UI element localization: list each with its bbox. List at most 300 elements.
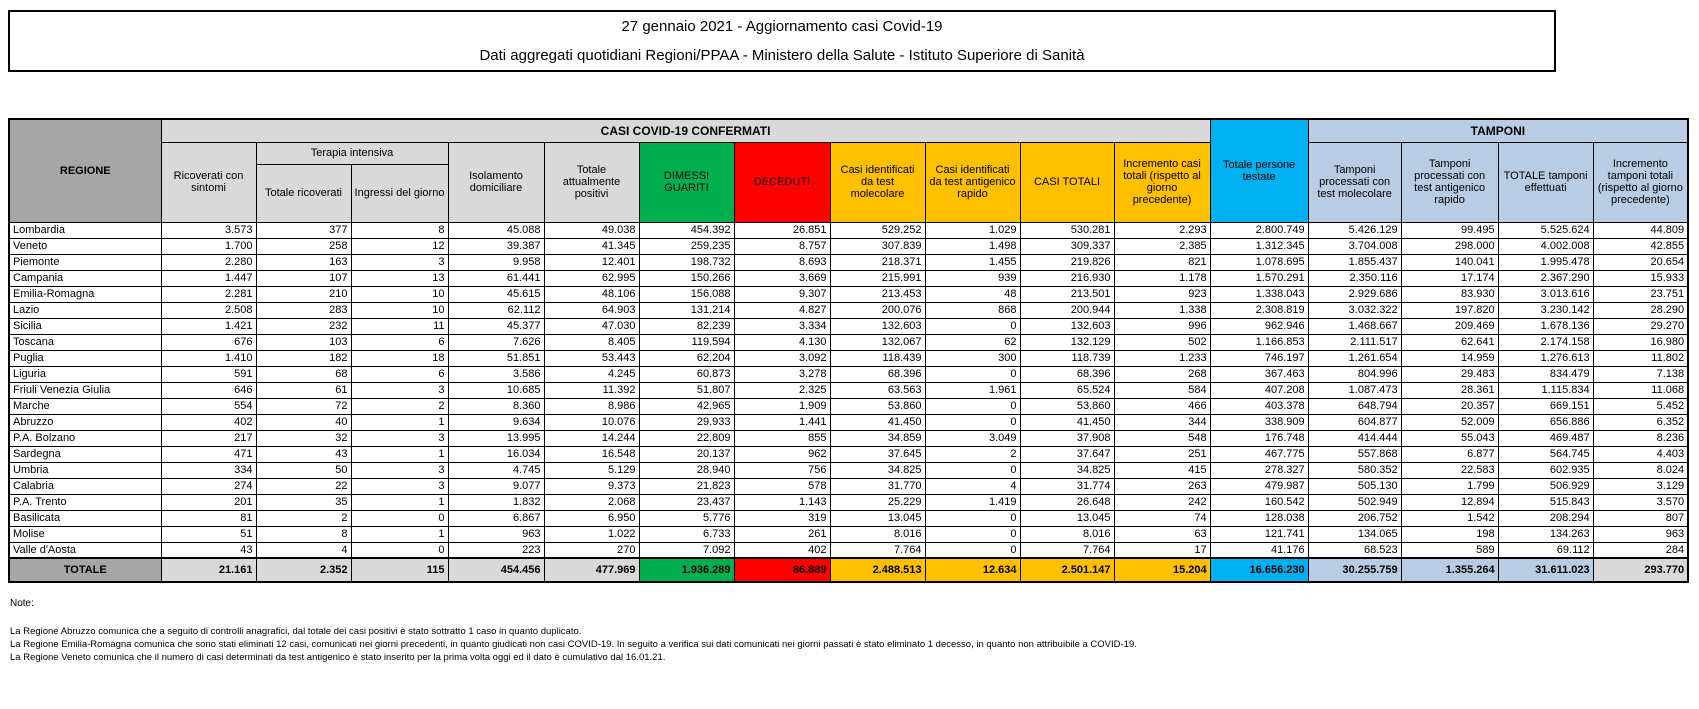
data-cell: 20.357 [1401,398,1498,414]
data-cell: 2.174.158 [1498,334,1593,350]
data-cell: 1.936.289 [639,558,734,582]
column-header-regione: REGIONE [9,119,161,222]
data-cell: 198.732 [639,254,734,270]
covid-data-table [8,118,1689,583]
data-cell: 163 [256,254,351,270]
data-cell: 45.377 [448,318,544,334]
data-cell: 45.615 [448,286,544,302]
region-name: P.A. Trento [9,494,161,510]
table-row [9,334,1688,350]
data-cell: 804.996 [1308,366,1401,382]
data-cell: 3 [351,478,448,494]
data-cell: 51 [161,526,256,542]
region-name: Abruzzo [9,414,161,430]
report-title: 27 gennaio 2021 - Aggiornamento casi Covid-19 [621,17,943,35]
data-cell: 656.886 [1498,414,1593,430]
data-cell: 200.944 [1020,302,1114,318]
data-cell: 5.525.624 [1498,222,1593,238]
data-cell: 119.594 [639,334,734,350]
data-cell: 855 [734,430,830,446]
data-cell: 1.498 [925,238,1020,254]
data-cell: 3 [351,462,448,478]
data-cell: 2.281 [161,286,256,302]
data-cell: 242 [1114,494,1210,510]
data-cell: 31.774 [1020,478,1114,494]
data-cell: 7.764 [830,542,925,558]
data-cell: 6.352 [1593,414,1688,430]
data-cell: 2 [351,398,448,414]
data-cell: 2 [925,446,1020,462]
data-cell: 41.450 [1020,414,1114,430]
data-cell: 2.350.116 [1308,270,1401,286]
data-cell: 3 [351,430,448,446]
data-cell: 939 [925,270,1020,286]
data-cell: 9.634 [448,414,544,430]
data-cell: 1.832 [448,494,544,510]
region-name: Basilicata [9,510,161,526]
column-header-dimessi-guariti: DIMESSI GUARITI [639,142,734,222]
data-cell: 32 [256,430,351,446]
data-cell: 74 [1114,510,1210,526]
table-row [9,318,1688,334]
data-cell: 156.088 [639,286,734,302]
column-header-ingressi-giorno: Ingressi del giorno [351,164,448,222]
data-cell: 261 [734,526,830,542]
data-cell: 15.933 [1593,270,1688,286]
table-row [9,430,1688,446]
data-cell: 213.501 [1020,286,1114,302]
data-cell: 14.959 [1401,350,1498,366]
data-cell: 1.410 [161,350,256,366]
data-cell: 0 [925,366,1020,382]
data-cell: 963 [448,526,544,542]
data-cell: 589 [1401,542,1498,558]
data-cell: 1.022 [544,526,639,542]
data-cell: 132.129 [1020,334,1114,350]
data-cell: 1.166.853 [1210,334,1308,350]
table-row [9,542,1688,558]
data-cell: 2.280 [161,254,256,270]
table-row [9,254,1688,270]
data-cell: 12.401 [544,254,639,270]
data-cell: 51.807 [639,382,734,398]
data-cell: 37.647 [1020,446,1114,462]
data-cell: 3.573 [161,222,256,238]
data-cell: 502 [1114,334,1210,350]
region-name: Campania [9,270,161,286]
note-item: La Regione Emilia-Romagna comunica che sono stati eliminati 12 casi, comunicati nei giorni precedenti, in quanto giudicati non casi COVID-19. In seguito a verifica sui dati comunicati nei giorni passati è stato eliminato 1 decesso, in quanto non attribuibile a COVID-19. [10,639,1137,650]
data-cell: 29.483 [1401,366,1498,382]
data-cell: 3.092 [734,350,830,366]
title-box [8,10,1556,72]
data-cell: 530.281 [1020,222,1114,238]
data-cell: 4.827 [734,302,830,318]
data-cell: 17 [1114,542,1210,558]
data-cell: 407.208 [1210,382,1308,398]
region-name: Valle d'Aosta [9,542,161,558]
column-header-totale-tamponi: TOTALE tamponi effettuati [1498,142,1593,222]
data-cell: 68.396 [830,366,925,382]
data-cell: 529.252 [830,222,925,238]
data-cell: 0 [925,542,1020,558]
data-cell: 3.230.142 [1498,302,1593,318]
data-cell: 746.197 [1210,350,1308,366]
data-cell: 6 [351,334,448,350]
table-row [9,398,1688,414]
data-cell: 8.757 [734,238,830,254]
data-cell: 307.839 [830,238,925,254]
data-cell: 2.352 [256,558,351,582]
data-cell: 0 [351,510,448,526]
data-cell: 2.800.749 [1210,222,1308,238]
data-cell: 477.969 [544,558,639,582]
data-cell: 16.656.230 [1210,558,1308,582]
data-cell: 5.426.129 [1308,222,1401,238]
data-cell: 50 [256,462,351,478]
table-row [9,286,1688,302]
data-cell: 467.775 [1210,446,1308,462]
data-cell: 1 [351,526,448,542]
data-cell: 103 [256,334,351,350]
table-row [9,462,1688,478]
data-cell: 37.908 [1020,430,1114,446]
data-cell: 1.338.043 [1210,286,1308,302]
data-cell: 10 [351,286,448,302]
data-cell: 0 [925,526,1020,542]
data-cell: 4.403 [1593,446,1688,462]
note-item: La Regione Veneto comunica che il numero di casi determinati da test antigenico è stato inserito per la prima volta oggi ed il dato è cumulativo dal 16.01.21. [10,652,666,663]
region-name: Piemonte [9,254,161,270]
region-name: TOTALE [9,558,161,582]
data-cell: 134.065 [1308,526,1401,542]
data-cell: 1.419 [925,494,1020,510]
data-cell: 182 [256,350,351,366]
data-cell: 68.523 [1308,542,1401,558]
data-cell: 16.980 [1593,334,1688,350]
data-cell: 29.270 [1593,318,1688,334]
data-cell: 217 [161,430,256,446]
data-cell: 1.087.473 [1308,382,1401,398]
data-cell: 232 [256,318,351,334]
data-cell: 86.889 [734,558,830,582]
data-cell: 344 [1114,414,1210,430]
data-cell: 1.355.264 [1401,558,1498,582]
region-name: Sicilia [9,318,161,334]
data-cell: 1.029 [925,222,1020,238]
data-cell: 8.405 [544,334,639,350]
data-cell: 756 [734,462,830,478]
data-cell: 4.130 [734,334,830,350]
data-cell: 22.583 [1401,462,1498,478]
data-cell: 176.748 [1210,430,1308,446]
data-cell: 16.034 [448,446,544,462]
data-cell: 9.077 [448,478,544,494]
data-cell: 134.263 [1498,526,1593,542]
data-cell: 2.488.513 [830,558,925,582]
table-row [9,302,1688,318]
data-cell: 580.352 [1308,462,1401,478]
data-cell: 28.290 [1593,302,1688,318]
data-cell: 962.946 [1210,318,1308,334]
data-cell: 13 [351,270,448,286]
data-cell: 7.092 [639,542,734,558]
column-header-attualmente-positivi: Totale attualmente positivi [544,142,639,222]
data-cell: 62 [925,334,1020,350]
data-cell: 28.940 [639,462,734,478]
report-subtitle: Dati aggregati quotidiani Regioni/PPAA - Ministero della Salute - Istituto Superiore di Sanità [479,46,1085,64]
group-header-terapia-intensiva: Terapia intensiva [256,142,448,164]
data-cell: 12.894 [1401,494,1498,510]
data-cell: 868 [925,302,1020,318]
data-cell: 1.447 [161,270,256,286]
data-cell: 23.751 [1593,286,1688,302]
data-cell: 2.308.819 [1210,302,1308,318]
data-cell: 62.641 [1401,334,1498,350]
data-cell: 12 [351,238,448,254]
region-name: Marche [9,398,161,414]
data-cell: 200.076 [830,302,925,318]
data-cell: 1.178 [1114,270,1210,286]
region-name: Emilia-Romagna [9,286,161,302]
data-cell: 1.909 [734,398,830,414]
data-cell: 591 [161,366,256,382]
data-cell: 13.995 [448,430,544,446]
region-name: Lombardia [9,222,161,238]
data-cell: 8.236 [1593,430,1688,446]
data-cell: 49.038 [544,222,639,238]
data-cell: 11 [351,318,448,334]
data-cell: 0 [925,510,1020,526]
data-cell: 807 [1593,510,1688,526]
data-cell: 962 [734,446,830,462]
data-cell: 4 [256,542,351,558]
data-cell: 6.950 [544,510,639,526]
data-cell: 31.770 [830,478,925,494]
table-row [9,222,1688,238]
data-cell: 0 [351,542,448,558]
data-cell: 128.038 [1210,510,1308,526]
data-cell: 15.204 [1114,558,1210,582]
data-cell: 1 [351,494,448,510]
data-cell: 0 [925,414,1020,430]
data-cell: 1 [351,414,448,430]
data-cell: 6.733 [639,526,734,542]
data-cell: 505.130 [1308,478,1401,494]
data-cell: 198 [1401,526,1498,542]
data-cell: 3.013.616 [1498,286,1593,302]
data-cell: 415 [1114,462,1210,478]
table-row [9,382,1688,398]
data-cell: 1.338 [1114,302,1210,318]
column-header-tamponi-molecolare: Tamponi processati con test molecolare [1308,142,1401,222]
data-cell: 334 [161,462,256,478]
data-cell: 1.995.478 [1498,254,1593,270]
data-cell: 4.245 [544,366,639,382]
note-item: La Regione Abruzzo comunica che a seguito di controlli anagrafici, dal totale dei casi positivi è stato sottratto 1 caso in quanto duplicato. [10,626,582,637]
data-cell: 197.820 [1401,302,1498,318]
data-cell: 34.859 [830,430,925,446]
region-name: Liguria [9,366,161,382]
data-cell: 1.143 [734,494,830,510]
data-cell: 1.276.613 [1498,350,1593,366]
table-row [9,238,1688,254]
data-cell: 10 [351,302,448,318]
data-cell: 160.542 [1210,494,1308,510]
data-cell: 1.855.437 [1308,254,1401,270]
data-cell: 5.776 [639,510,734,526]
data-cell: 34.825 [1020,462,1114,478]
data-cell: 10.685 [448,382,544,398]
data-cell: 996 [1114,318,1210,334]
data-cell: 3.278 [734,366,830,382]
data-cell: 11.802 [1593,350,1688,366]
data-cell: 414.444 [1308,430,1401,446]
data-cell: 1.961 [925,382,1020,398]
data-cell: 60.873 [639,366,734,382]
region-name: Lazio [9,302,161,318]
data-cell: 479.987 [1210,478,1308,494]
data-cell: 309.337 [1020,238,1114,254]
data-cell: 35 [256,494,351,510]
data-cell: 8.024 [1593,462,1688,478]
data-cell: 3 [351,382,448,398]
data-cell: 3.669 [734,270,830,286]
data-cell: 2.929.686 [1308,286,1401,302]
data-cell: 1.678.136 [1498,318,1593,334]
data-cell: 132.603 [1020,318,1114,334]
data-cell: 47.030 [544,318,639,334]
data-cell: 2.385 [1114,238,1210,254]
data-cell: 12.634 [925,558,1020,582]
data-cell: 17.174 [1401,270,1498,286]
data-cell: 64.903 [544,302,639,318]
table-row [9,350,1688,366]
data-cell: 2 [256,510,351,526]
data-cell: 8.693 [734,254,830,270]
region-name: Veneto [9,238,161,254]
data-cell: 1.468.667 [1308,318,1401,334]
data-cell: 3.586 [448,366,544,382]
data-cell: 44.809 [1593,222,1688,238]
table-row [9,494,1688,510]
data-cell: 2.367.290 [1498,270,1593,286]
data-cell: 37.645 [830,446,925,462]
data-cell: 3.129 [1593,478,1688,494]
data-cell: 821 [1114,254,1210,270]
data-cell: 14.244 [544,430,639,446]
data-cell: 62.112 [448,302,544,318]
data-cell: 61.441 [448,270,544,286]
data-cell: 8.360 [448,398,544,414]
data-cell: 3.049 [925,430,1020,446]
data-cell: 584 [1114,382,1210,398]
column-header-casi-totali: CASI TOTALI [1020,142,1114,222]
data-cell: 1.078.695 [1210,254,1308,270]
data-cell: 8.016 [830,526,925,542]
data-cell: 13.045 [1020,510,1114,526]
data-cell: 201 [161,494,256,510]
region-name: Umbria [9,462,161,478]
data-cell: 83.930 [1401,286,1498,302]
data-cell: 61 [256,382,351,398]
region-name: Toscana [9,334,161,350]
data-cell: 1.700 [161,238,256,254]
data-cell: 48.106 [544,286,639,302]
data-cell: 213.453 [830,286,925,302]
data-cell: 648.794 [1308,398,1401,414]
data-cell: 367.463 [1210,366,1308,382]
data-cell: 283 [256,302,351,318]
data-cell: 42.855 [1593,238,1688,254]
data-cell: 258 [256,238,351,254]
data-cell: 3.334 [734,318,830,334]
data-cell: 963 [1593,526,1688,542]
data-cell: 676 [161,334,256,350]
data-cell: 1.421 [161,318,256,334]
data-cell: 251 [1114,446,1210,462]
data-cell: 21.823 [639,478,734,494]
data-cell: 9.307 [734,286,830,302]
data-cell: 7.138 [1593,366,1688,382]
data-cell: 1.115.834 [1498,382,1593,398]
data-cell: 8.986 [544,398,639,414]
region-name: Sardegna [9,446,161,462]
data-cell: 22 [256,478,351,494]
data-cell: 210 [256,286,351,302]
data-cell: 2.501.147 [1020,558,1114,582]
data-cell: 259.235 [639,238,734,254]
data-cell: 454.392 [639,222,734,238]
data-cell: 82.239 [639,318,734,334]
data-cell: 34.825 [830,462,925,478]
data-cell: 8.016 [1020,526,1114,542]
data-cell: 16.548 [544,446,639,462]
data-cell: 1.570.291 [1210,270,1308,286]
notes-section [10,598,1137,665]
data-cell: 43 [256,446,351,462]
data-cell: 557.868 [1308,446,1401,462]
notes-list [10,626,1137,664]
data-cell: 2.325 [734,382,830,398]
data-cell: 41.176 [1210,542,1308,558]
data-cell: 9.373 [544,478,639,494]
data-cell: 6.877 [1401,446,1498,462]
data-cell: 1.455 [925,254,1020,270]
data-cell: 1.312.345 [1210,238,1308,254]
region-name: Calabria [9,478,161,494]
data-cell: 218.371 [830,254,925,270]
data-cell: 63.563 [830,382,925,398]
data-cell: 7.626 [448,334,544,350]
data-cell: 68 [256,366,351,382]
data-cell: 2.111.517 [1308,334,1401,350]
data-cell: 215.991 [830,270,925,286]
data-cell: 506.929 [1498,478,1593,494]
data-cell: 48 [925,286,1020,302]
data-cell: 26.648 [1020,494,1114,510]
data-cell: 471 [161,446,256,462]
data-cell: 338.909 [1210,414,1308,430]
data-cell: 602.935 [1498,462,1593,478]
data-cell: 923 [1114,286,1210,302]
data-cell: 28.361 [1401,382,1498,398]
data-cell: 466 [1114,398,1210,414]
data-cell: 8 [256,526,351,542]
table-row [9,270,1688,286]
column-header-tamponi-antigenico: Tamponi processati con test antigenico rapido [1401,142,1498,222]
data-cell: 11.068 [1593,382,1688,398]
data-cell: 6.867 [448,510,544,526]
